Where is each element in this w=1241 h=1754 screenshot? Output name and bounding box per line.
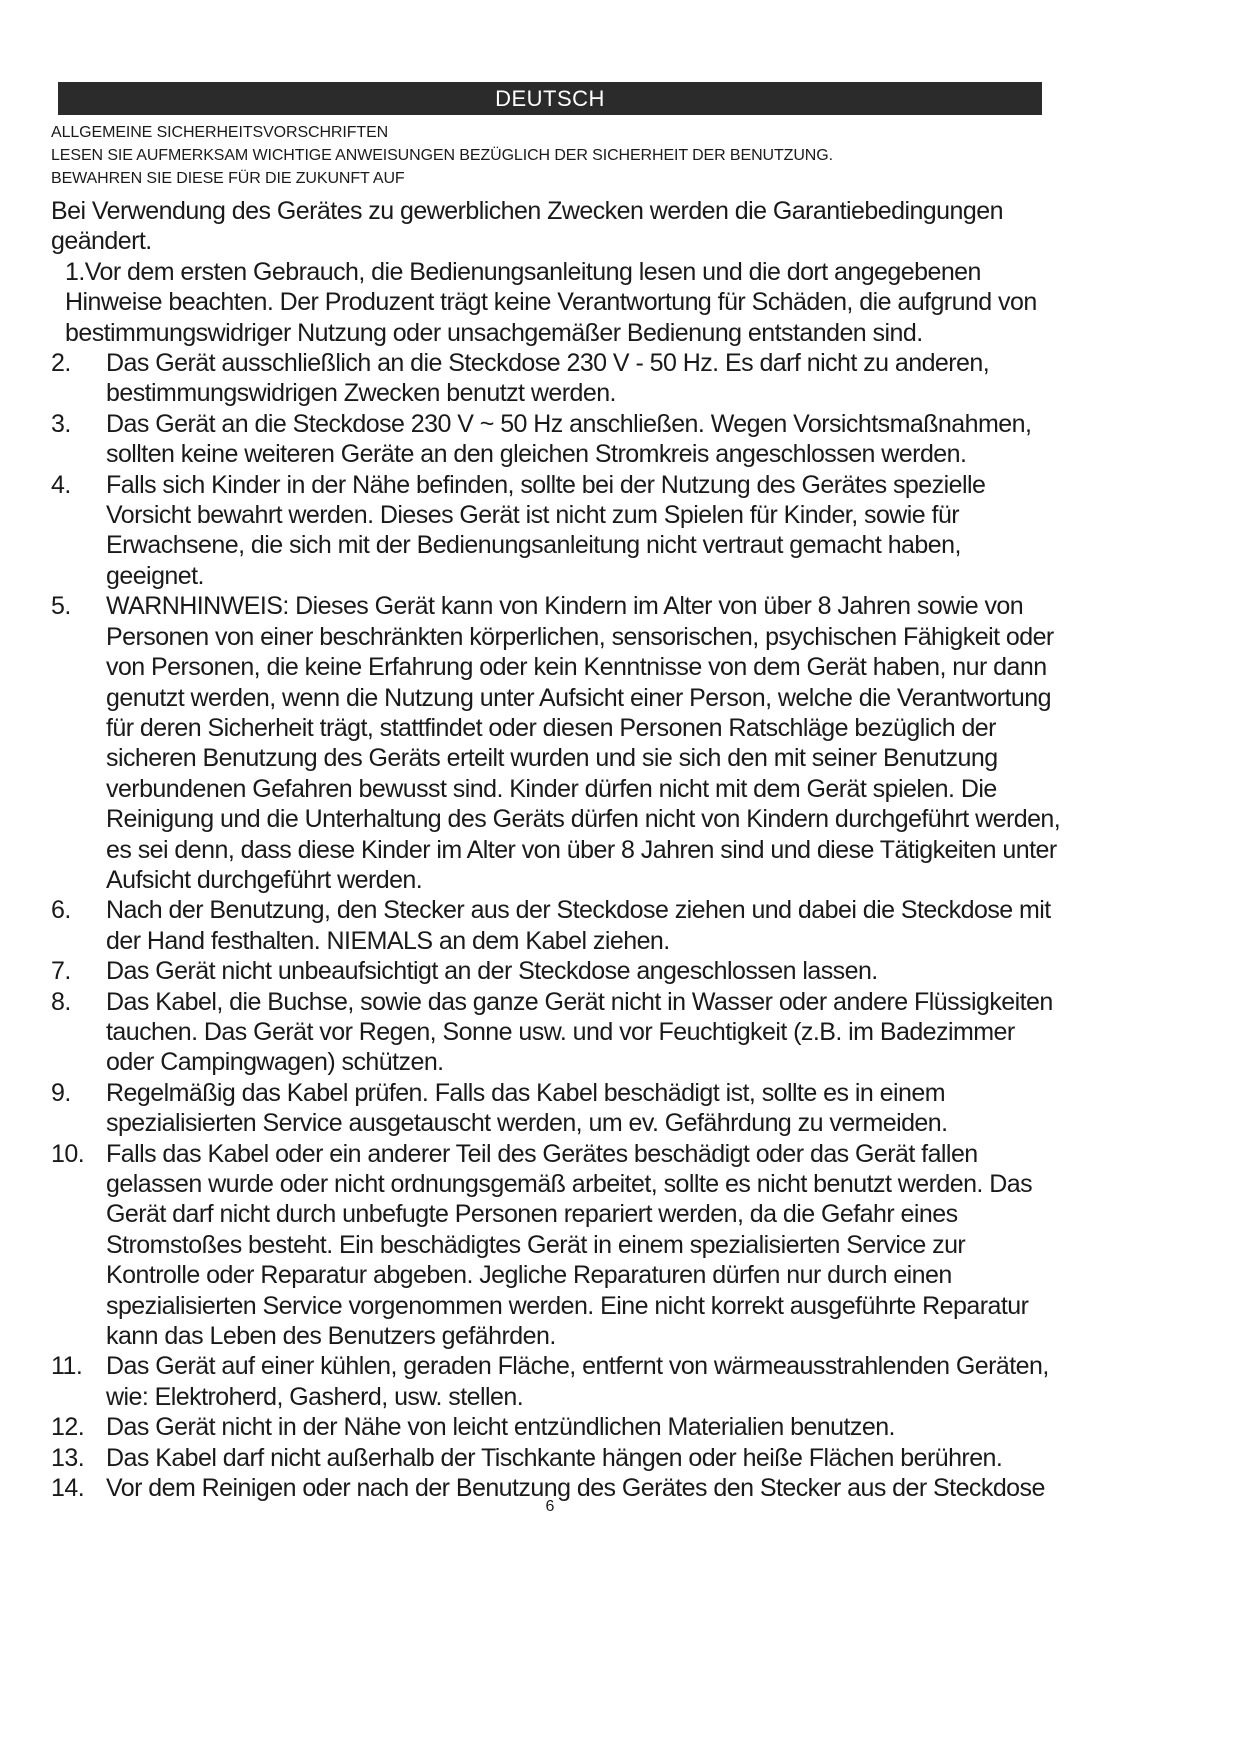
item-number: 5. <box>51 592 71 621</box>
list-item <box>51 1443 1061 1473</box>
item-number: 1. <box>65 257 85 286</box>
item-number: 2. <box>51 349 71 378</box>
item-text: Falls sich Kinder in der Nähe befinden, sollte bei der Nutzung des Gerätes spezielle Vorsicht bewahrt werden. Dieses Gerät ist nicht zum Spielen für Kinder, sowie für Erwachsene, die sich mit der Bedienungsanleitung nicht vertraut gemacht haben, geeignet. <box>106 470 986 590</box>
item-text: Das Gerät ausschließlich an die Steckdose 230 V - 50 Hz. Es darf nicht zu anderen, bestimmungswidrigen Zwecken benutzt werden. <box>106 349 990 408</box>
instructions-body <box>51 196 1061 1503</box>
item-text: Das Kabel darf nicht außerhalb der Tischkante hängen oder heiße Flächen berühren. <box>106 1443 1003 1472</box>
item-text: Nach der Benutzung, den Stecker aus der Steckdose ziehen und dabei die Steckdose mit der Hand festhalten. NIEMALS an dem Kabel ziehen. <box>106 896 1051 955</box>
item-number: 10. <box>51 1139 85 1168</box>
item-number: 8. <box>51 987 71 1016</box>
item-text: Regelmäßig das Kabel prüfen. Falls das Kabel beschädigt ist, sollte es in einem spezialisierten Service ausgetauscht werden, um ev. Gefährdung zu vermeiden. <box>106 1078 948 1138</box>
item-text: Das Kabel, die Buchse, sowie das ganze Gerät nicht in Wasser oder andere Flüssigkeiten tauchen. Das Gerät vor Regen, Sonne usw. und vor Feuchtigkeit (z.B. im Badezimmer oder Campingwagen) schützen. <box>106 987 1053 1077</box>
item-number: 11. <box>51 1352 83 1381</box>
list-item <box>51 409 1061 470</box>
list-item <box>51 1139 1061 1352</box>
item-number: 9. <box>51 1078 71 1107</box>
list-item <box>51 470 1061 592</box>
list-item <box>51 1351 1061 1412</box>
page-number: 6 <box>545 1498 555 1515</box>
language-banner: DEUTSCH <box>58 82 1042 115</box>
item-number: 6. <box>51 896 71 925</box>
item-text: Das Gerät nicht in der Nähe von leicht entzündlichen Materialien benutzen. <box>106 1413 895 1442</box>
caps-line: LESEN SIE AUFMERKSAM WICHTIGE ANWEISUNGEN BEZÜGLICH DER SICHERHEIT DER BENUTZUNG. <box>51 147 833 164</box>
list-item <box>51 987 1061 1078</box>
list-item <box>51 348 1061 409</box>
item-number: 14. <box>51 1474 85 1503</box>
item-text: WARNHINWEIS: Dieses Gerät kann von Kindern im Alter von über 8 Jahren sowie von Personen von einer beschränkten körperlichen, sensorischen, psychischen Fähigkeit oder von Personen, die keine Erfahrung oder kein Kenntnisse von dem Gerät haben, nur dann genutzt werden, wenn die Nutzung unter Aufsicht einer Person, welche die Verantwortung für deren Sicherheit trägt, stattfindet oder diesen Personen Ratschläge bezüglich der sicheren Benutzung des Geräts erteilt wurden und sie sich den mit seiner Benutzung verbundenen Gefahren bewusst sind. Kinder dürfen nicht mit dem Gerät spielen. Die Reinigung und die Unterhaltung des Geräts dürfen nicht von Kindern durchgeführt werden, es sei denn, dass diese Kinder im Alter von über 8 Jahren sind und diese Tätigkeiten unter Aufsicht durchgeführt werden. <box>106 592 1061 894</box>
list-item <box>51 591 1061 895</box>
item-text: Falls das Kabel oder ein anderer Teil des Gerätes beschädigt oder das Gerät fallen gelassen wurde oder nicht ordnungsgemäß arbeitet, sollte es nicht benutzt werden. Das Gerät darf nicht durch unbefugte Personen repariert werden, da die Gefahr eines Stromstoßes besteht. Ein beschädigtes Gerät in einem spezialisierten Service zur Kontrolle oder Reparatur abgeben. Jegliche Reparaturen dürfen nur durch einen spezialisierten Service vorgenommen werden. Eine nicht korrekt ausgeführte Reparatur kann das Leben des Benutzers gefährden. <box>106 1139 1033 1351</box>
item-text: Vor dem Reinigen oder nach der Benutzung des Gerätes den Stecker aus der Steckdose <box>106 1474 1045 1503</box>
item-text: Das Gerät auf einer kühlen, geraden Fläche, entfernt von wärmeausstrahlenden Geräten, wie: Elektroherd, Gasherd, usw. stellen. <box>106 1352 1049 1411</box>
item-text: Das Gerät an die Steckdose 230 V ~ 50 Hz anschließen. Wegen Vorsichtsmaßnahmen, sollten keine weiteren Geräte an den gleichen Stromkreis angeschlossen werden. <box>106 409 1032 469</box>
safety-caps-heading <box>51 121 833 190</box>
item-number: 13. <box>51 1443 85 1472</box>
item-number: 3. <box>51 409 71 438</box>
caps-line: ALLGEMEINE SICHERHEITSVORSCHRIFTEN <box>51 124 389 141</box>
list-item <box>51 1412 1061 1442</box>
list-item <box>51 895 1061 956</box>
item-number: 7. <box>51 957 71 986</box>
item-text: Vor dem ersten Gebrauch, die Bedienungsanleitung lesen und die dort angegebenen Hinweise beachten. Der Produzent trägt keine Verantwortung für Schäden, die aufgrund von bestimmungswidriger Nutzung oder unsachgemäßer Bedienung entstanden sind. <box>65 257 1037 347</box>
caps-line: BEWAHREN SIE DIESE FÜR DIE ZUKUNFT AUF <box>51 170 405 187</box>
item-number: 4. <box>51 470 71 499</box>
list-item <box>51 257 1061 348</box>
intro-paragraph: Bei Verwendung des Gerätes zu gewerblichen Zwecken werden die Garantiebedingungen geändert. <box>51 197 1003 256</box>
item-text: Das Gerät nicht unbeaufsichtigt an der Steckdose angeschlossen lassen. <box>106 957 878 986</box>
list-item <box>51 956 1061 986</box>
item-number: 12. <box>51 1413 85 1442</box>
list-item <box>51 1078 1061 1139</box>
